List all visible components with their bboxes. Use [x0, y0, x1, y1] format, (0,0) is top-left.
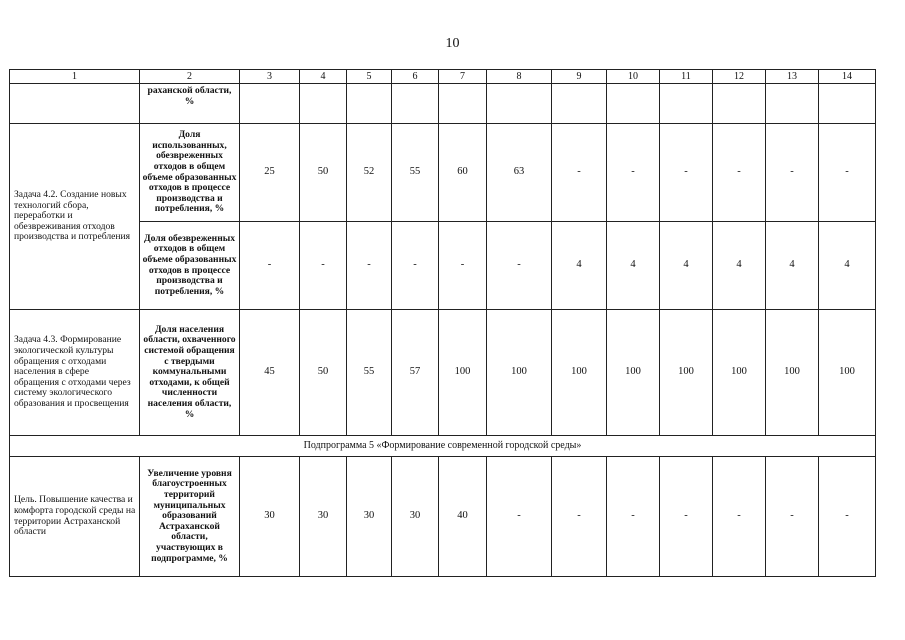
value-cell: 55 [347, 310, 392, 436]
value-cell: 52 [347, 124, 392, 222]
value-cell: - [240, 222, 300, 310]
table-row [10, 310, 876, 436]
value-cell: 100 [819, 310, 876, 436]
value-cell: 4 [552, 222, 607, 310]
column-number: 12 [713, 70, 766, 84]
table-row [10, 457, 876, 577]
value-cell: - [607, 457, 660, 577]
value-cell: 4 [660, 222, 713, 310]
value-cell: 100 [766, 310, 819, 436]
value-cell: 50 [300, 124, 347, 222]
value-cell: 100 [552, 310, 607, 436]
page-number: 10 [445, 36, 460, 51]
column-number: 3 [240, 70, 300, 84]
value-cell: - [713, 124, 766, 222]
column-number: 13 [766, 70, 819, 84]
value-cell: - [819, 124, 876, 222]
value-cell: 60 [439, 124, 487, 222]
value-cell: 30 [300, 457, 347, 577]
indicators-table [9, 69, 876, 577]
value-cell: - [660, 124, 713, 222]
value-cell: 100 [713, 310, 766, 436]
value-cell: 30 [240, 457, 300, 577]
indicator-cell: Увеличение уровня благоустроенных территорий муниципальных образований Астраханской области, участвующих в подпрограмме, % [140, 457, 240, 577]
value-cell: 40 [439, 457, 487, 577]
value-cell: - [300, 222, 347, 310]
indicator-cell: Доля населения области, охваченного системой обращения с твердыми коммунальными отходами, к общей численности населения области, % [140, 310, 240, 436]
value-cell: 4 [766, 222, 819, 310]
value-cell: 45 [240, 310, 300, 436]
value-cell: - [487, 457, 552, 577]
column-number: 5 [347, 70, 392, 84]
table-row [10, 222, 876, 310]
column-number: 4 [300, 70, 347, 84]
subprogram-row [10, 436, 876, 457]
value-cell: - [552, 124, 607, 222]
value-cell: - [392, 222, 439, 310]
task-cell: Задача 4.2. Создание новых технологий сбора, переработки и обезвреживания отходов производства и потребления [10, 124, 140, 310]
value-cell: 57 [392, 310, 439, 436]
indicator-cell: Доля обезвреженных отходов в общем объеме образованных отходов в процессе производства и потребления, % [140, 222, 240, 310]
task-cell: Задача 4.3. Формирование экологической культуры обращения с отходами населения в сфере обращения с отходами через систему экологического образования и просвещения [10, 310, 140, 436]
value-cell: - [487, 222, 552, 310]
column-number-row [10, 70, 876, 84]
column-number: 9 [552, 70, 607, 84]
table-row [10, 84, 876, 124]
value-cell: 63 [487, 124, 552, 222]
column-number: 10 [607, 70, 660, 84]
column-number: 11 [660, 70, 713, 84]
value-cell: 100 [487, 310, 552, 436]
value-cell: - [607, 124, 660, 222]
value-cell: 30 [392, 457, 439, 577]
column-number: 2 [140, 70, 240, 84]
value-cell: 50 [300, 310, 347, 436]
value-cell: - [766, 124, 819, 222]
value-cell: 4 [819, 222, 876, 310]
value-cell: - [766, 457, 819, 577]
indicator-cell: Доля использованных, обезвреженных отходов в общем объеме образованных отходов в процессе производства и потребления, % [140, 124, 240, 222]
table-row [10, 124, 876, 222]
column-number: 7 [439, 70, 487, 84]
value-cell: - [660, 457, 713, 577]
value-cell: - [439, 222, 487, 310]
value-cell: 55 [392, 124, 439, 222]
value-cell: 4 [713, 222, 766, 310]
subprogram-title: Подпрограмма 5 «Формирование современной городской среды» [10, 436, 876, 457]
value-cell: - [347, 222, 392, 310]
column-number: 8 [487, 70, 552, 84]
indicator-cell: раханской области, % [140, 84, 240, 124]
value-cell: 100 [607, 310, 660, 436]
value-cell: 30 [347, 457, 392, 577]
task-cell: Цель. Повышение качества и комфорта городской среды на территории Астраханской области [10, 457, 140, 577]
value-cell: 100 [439, 310, 487, 436]
column-number: 6 [392, 70, 439, 84]
column-number: 14 [819, 70, 876, 84]
value-cell: 100 [660, 310, 713, 436]
value-cell: 25 [240, 124, 300, 222]
value-cell: - [713, 457, 766, 577]
value-cell: - [819, 457, 876, 577]
value-cell: 4 [607, 222, 660, 310]
task-cell [10, 84, 140, 124]
value-cell: - [552, 457, 607, 577]
column-number: 1 [10, 70, 140, 84]
